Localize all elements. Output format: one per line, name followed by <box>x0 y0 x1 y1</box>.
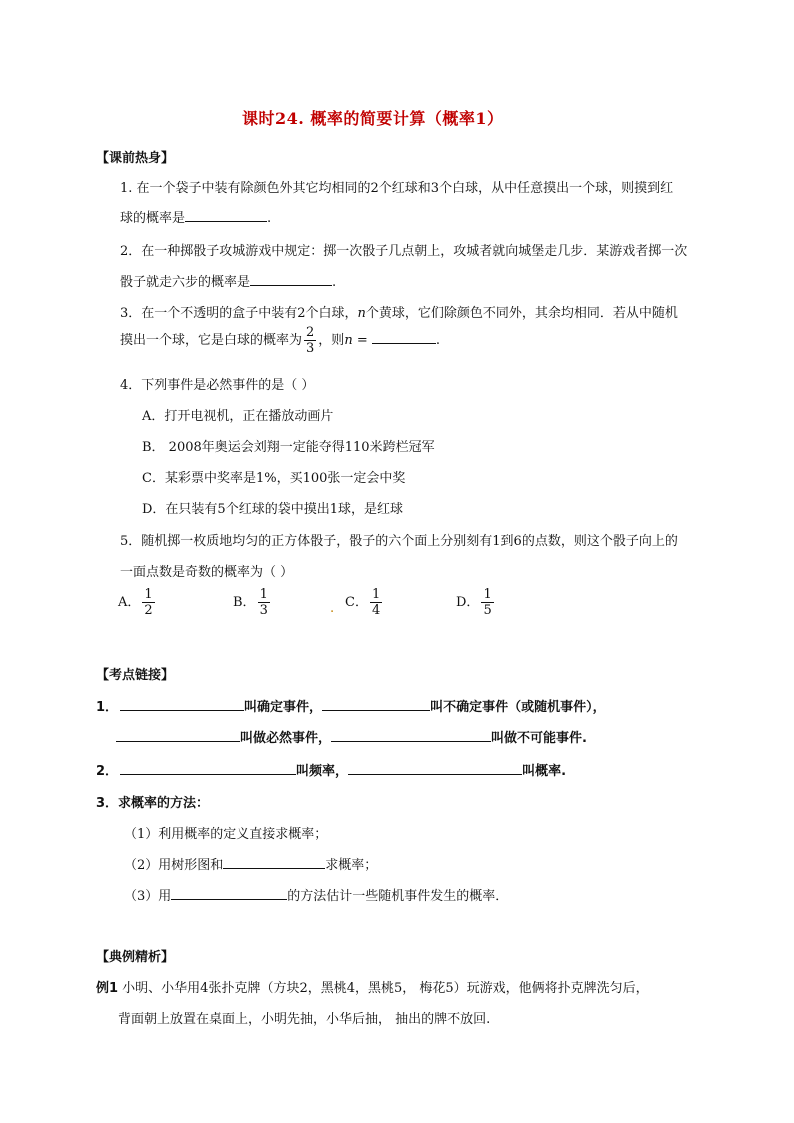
option-letter: C． <box>345 595 368 610</box>
fraction-one-quarter <box>370 587 382 618</box>
question-4-option-a: A．打开电视机，正在播放动画片 <box>142 409 334 424</box>
method-2 <box>124 854 377 873</box>
item-number: 2． <box>96 764 119 779</box>
question-3-text-b: 个黄球，它们除颜色不同外，其余均相同．若从中随机 <box>365 306 678 321</box>
link-1-line-1 <box>96 696 606 715</box>
fraction-denominator: 3 <box>306 341 315 356</box>
variable-n: n <box>344 333 353 348</box>
equals-sign: = <box>352 333 372 348</box>
variable-n: n <box>357 306 366 321</box>
question-4-stem: 4．下列事件是必然事件的是（ ） <box>120 378 315 393</box>
fraction-one-half <box>142 587 154 618</box>
question-2-line-2 <box>120 271 336 290</box>
question-1-line-1: 1. 在一个袋子中装有除颜色外其它均相同的2个红球和3个白球，从中任意摸出一个球，则摸到红 <box>120 181 674 196</box>
page-title: 课时24. 概率的简要计算（概率1） <box>242 109 504 128</box>
question-5-option-a <box>118 587 157 618</box>
question-2-line-1: 2．在一种掷骰子攻城游戏中规定：掷一次骰子几点朝上，攻城者就向城堡走几步．某游戏者掷一次 <box>120 244 688 259</box>
method-3 <box>124 885 508 904</box>
item-number: 1． <box>96 700 119 715</box>
fraction-denominator: 2 <box>144 603 153 618</box>
link-3-heading: 3．求概率的方法： <box>96 796 210 811</box>
section-warmup-heading: 【课前热身】 <box>96 151 175 166</box>
fill-blank <box>331 728 491 742</box>
option-letter: A． <box>118 595 141 610</box>
question-5-line-2: 一面点数是奇数的概率为（ ） <box>120 565 294 580</box>
method-2-text-a: （2）用树形图和 <box>124 858 224 873</box>
fraction-one-fifth <box>481 587 493 618</box>
section-links-heading: 【考点链接】 <box>96 668 175 683</box>
fill-blank <box>116 728 240 742</box>
fill-blank <box>348 761 522 775</box>
fraction-denominator: 4 <box>371 603 381 618</box>
question-4-option-c: C．某彩票中奖率是1%，买100张一定会中奖 <box>142 471 406 486</box>
example-label: 例1 <box>96 981 119 996</box>
fraction-denominator: 5 <box>483 603 492 618</box>
question-3-line-1 <box>120 302 678 321</box>
fill-blank <box>171 886 287 900</box>
example-1-text: 小明、小华用4张扑克牌（方块2，黑桃4，黑桃5， 梅花5）玩游戏，他俩将扑克牌洗匀后， <box>118 981 649 996</box>
fill-blank <box>322 697 430 711</box>
stray-dot: . <box>330 601 335 616</box>
question-3-text-c: 摸出一个球，它是白球的概率为 <box>120 333 303 348</box>
link-2-text-b: 叫概率. <box>522 764 567 779</box>
question-3-end: . <box>435 333 440 348</box>
method-1: （1）利用概率的定义直接求概率； <box>124 827 328 842</box>
link-1-text-c: 叫做必然事件， <box>240 731 332 746</box>
link-1-text-b: 叫不确定事件（或随机事件）， <box>430 700 606 715</box>
fraction-numerator: 1 <box>144 587 153 602</box>
question-4-option-d: D．在只装有5个红球的袋中摸出1球，是红球 <box>142 502 403 517</box>
method-3-text-a: （3）用 <box>124 889 172 904</box>
question-4-option-b: B． 2008年奥运会刘翔一定能夺得110米跨栏冠军 <box>142 440 435 455</box>
fill-blank <box>120 761 296 775</box>
fraction-numerator: 1 <box>371 587 381 602</box>
question-1-end: . <box>267 211 272 226</box>
link-1-line-2 <box>116 727 587 746</box>
link-1-text-d: 叫做不可能事件. <box>491 731 587 746</box>
fraction-numerator: 1 <box>259 587 268 602</box>
method-2-text-b: 求概率； <box>325 858 378 873</box>
link-2-line <box>96 760 566 779</box>
section-examples-heading: 【典例精析】 <box>96 950 175 965</box>
link-1-text-a: 叫确定事件， <box>244 700 323 715</box>
question-5-option-c <box>345 587 384 618</box>
question-5-option-b <box>233 587 272 618</box>
question-2-text: 骰子就走六步的概率是 <box>120 275 251 290</box>
question-3-text-a: 3．在一个不透明的盒子中装有2个白球， <box>120 306 358 321</box>
option-letter: D． <box>456 595 480 610</box>
fill-blank <box>223 855 325 869</box>
question-1-line-2 <box>120 207 271 226</box>
fraction-one-third <box>258 587 270 618</box>
question-3-text-d: ，则 <box>318 333 345 348</box>
fraction-numerator: 2 <box>306 325 315 340</box>
method-3-text-b: 的方法估计一些随机事件发生的概率． <box>287 889 509 904</box>
answer-blank <box>185 208 267 222</box>
fraction-denominator: 3 <box>259 603 268 618</box>
question-1-text: 球的概率是 <box>120 211 186 226</box>
link-2-text-a: 叫频率， <box>296 764 349 779</box>
fraction-two-thirds <box>304 325 316 356</box>
question-3-line-2 <box>120 325 440 356</box>
question-2-end: . <box>332 275 337 290</box>
answer-blank <box>250 272 332 286</box>
question-5-option-d <box>456 587 496 618</box>
fill-blank <box>120 697 244 711</box>
example-1-line-2: 背面朝上放置在桌面上，小明先抽，小华后抽， 抽出的牌不放回. <box>118 1012 491 1027</box>
question-5-line-1: 5．随机掷一枚质地均匀的正方体骰子，骰子的六个面上分别刻有1到6的点数，则这个骰子向上的 <box>120 534 678 549</box>
answer-blank <box>372 330 436 344</box>
fraction-numerator: 1 <box>483 587 492 602</box>
option-letter: B． <box>233 595 256 610</box>
example-1-line-1 <box>96 977 649 996</box>
